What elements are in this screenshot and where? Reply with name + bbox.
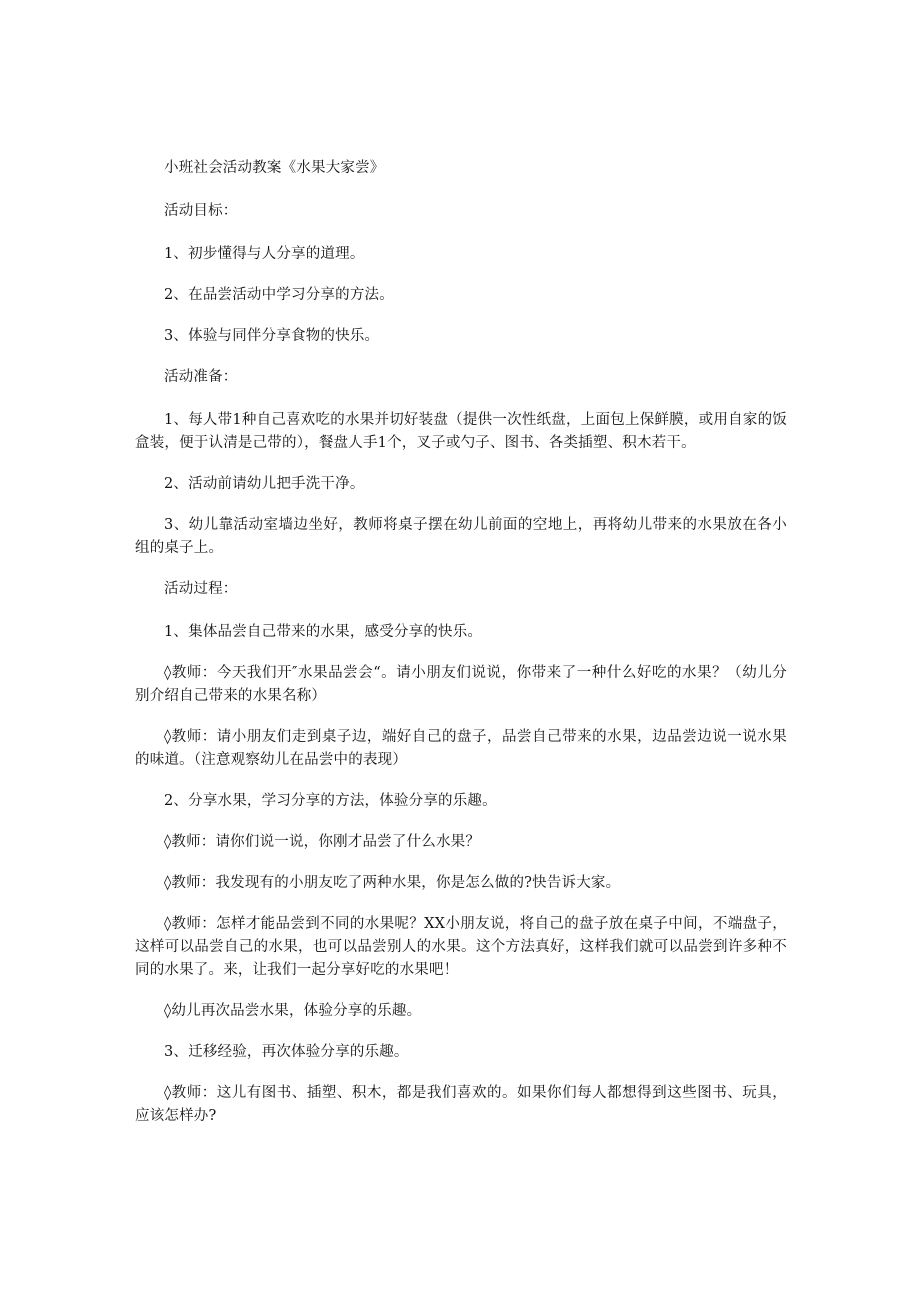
process-child-line: ◊幼儿再次品尝水果，体验分享的乐趣。 [164,1003,422,1019]
prep-heading: 活动准备： [164,369,238,385]
prep-item-2: 2、活动前请幼儿把手洗干净。 [164,476,365,492]
process-teacher-line: ◊教师：我发现有的小朋友吃了两种水果，你是怎么做的?快告诉大家。 [164,875,621,891]
prep-item-3: 3、幼儿靠活动室墙边坐好，教师将桌子摆在幼儿前面的空地上，再将幼儿带来的水果放在各小组的桌子上。 [135,517,787,556]
process-teacher-line: ◊教师：这儿有图书、插塑、积木，都是我们喜欢的。如果你们每人都想得到这些图书、玩具，应该怎样办? [135,1085,787,1124]
process-teacher-line: ◊教师：请小朋友们走到桌子边，端好自己的盘子，品尝自己带来的水果，边品尝边说一说水果的味道。（注意观察幼儿在品尝中的表现） [135,729,787,768]
process-teacher-line: ◊教师：怎样才能品尝到不同的水果呢？XX小朋友说，将自己的盘子放在桌子中间，不端盘子，这样可以品尝自己的水果，也可以品尝别人的水果。这个方法真好，这样我们就可以品尝到许多种不同的水果了。来，让我们一起分享好吃的水果吧！ [135,916,787,978]
process-step-3: 3、迁移经验，再次体验分享的乐趣。 [164,1044,409,1060]
process-step-1: 1、集体品尝自己带来的水果，感受分享的快乐。 [164,624,483,640]
document-body [135,157,787,1146]
process-step-2: 2、分享水果，学习分享的方法，体验分享的乐趣。 [164,793,497,809]
process-teacher-line: ◊教师：请你们说一说，你刚才品尝了什么水果？ [164,834,481,850]
prep-item-1: 1、每人带1种自己喜欢吃的水果并切好装盘（提供一次性纸盘，上面包上保鲜膜，或用自家的饭盒装，便于认清是己带的），餐盘人手1个，叉子或勺子、图书、各类插塑、积木若干。 [135,412,787,451]
document-title: 小班社会活动教案《水果大家尝》 [164,160,385,176]
goal-item-1: 1、初步懂得与人分享的道理。 [164,246,365,262]
goals-heading: 活动目标： [164,203,238,219]
process-teacher-line: ◊教师：今天我们开″水果品尝会“。请小朋友们说说，你带来了一种什么好吃的水果？（幼儿分别介绍自己带来的水果名称） [135,665,787,704]
goal-item-2: 2、在品尝活动中学习分享的方法。 [164,287,394,303]
goal-item-3: 3、体验与同伴分享食物的快乐。 [164,328,380,344]
process-heading: 活动过程： [164,581,238,597]
